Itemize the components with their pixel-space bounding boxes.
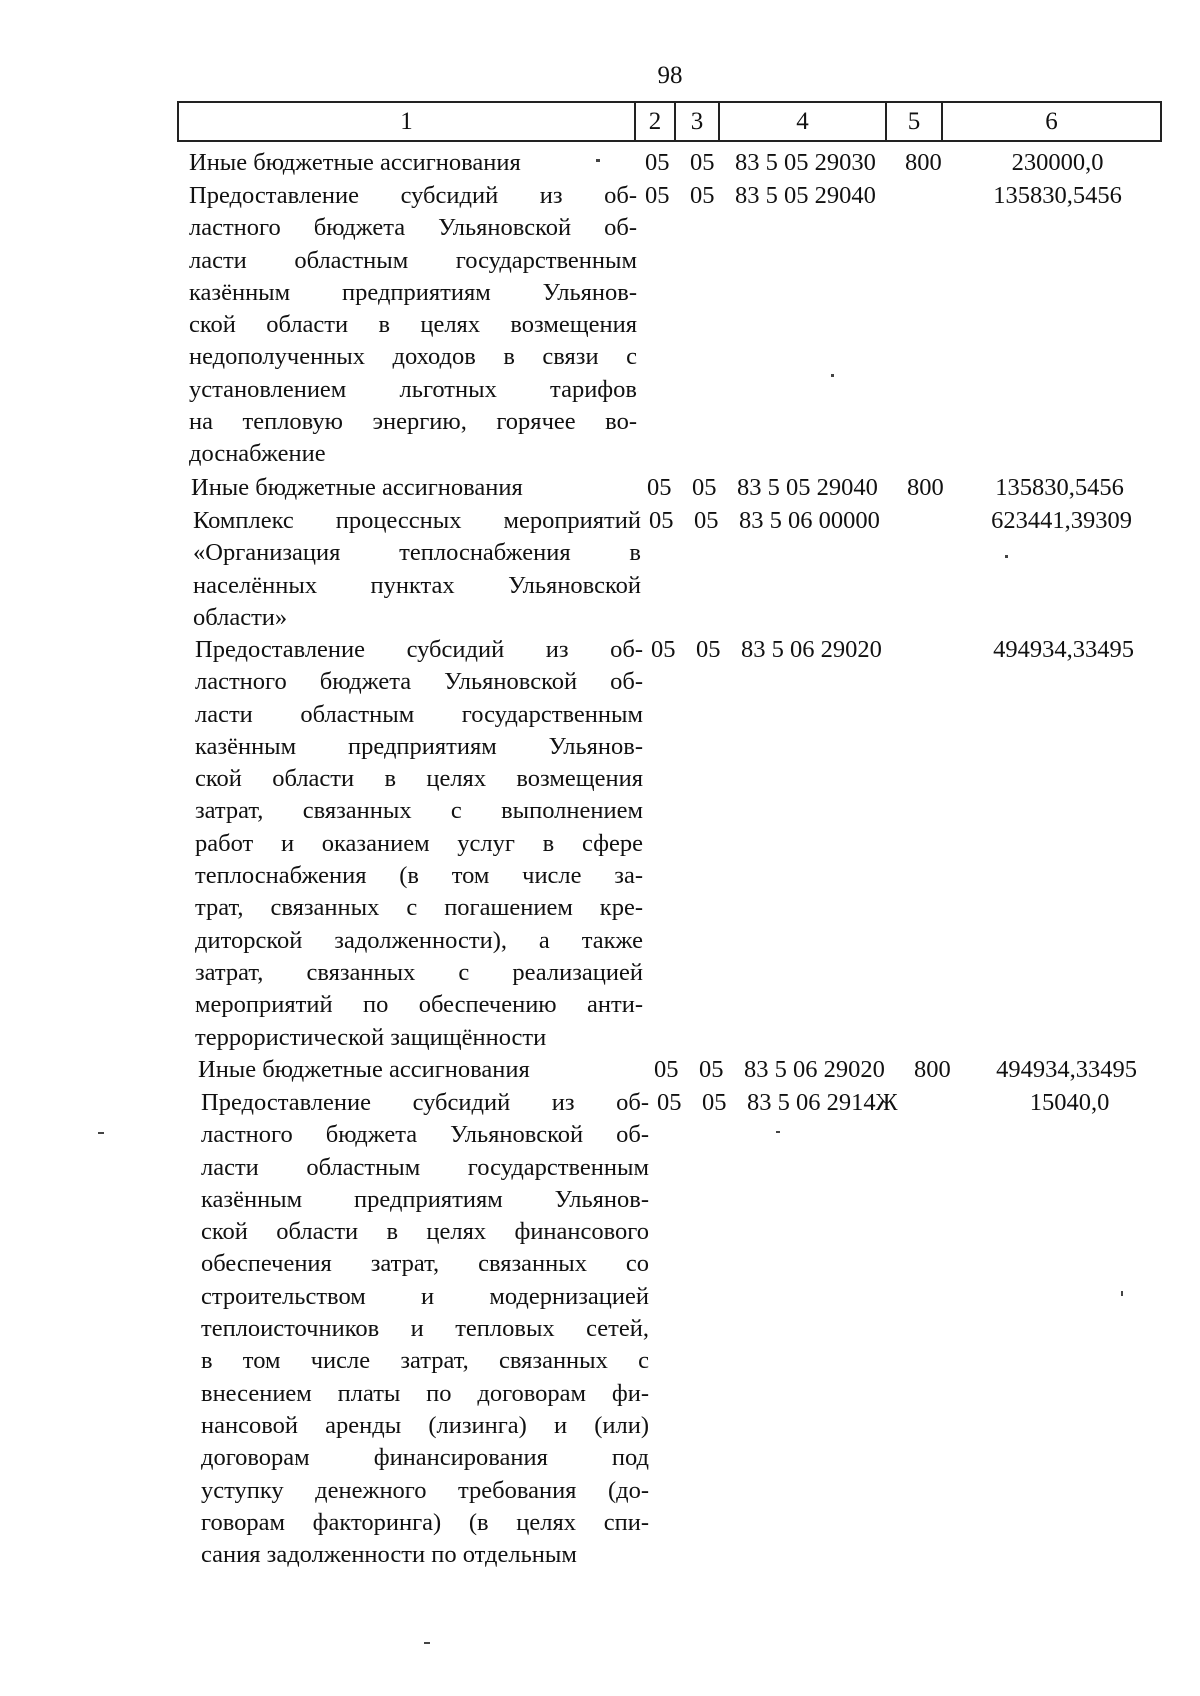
subsection-code: 05 <box>699 1056 724 1083</box>
description-line: населённых пунктах Ульяновской <box>193 571 641 599</box>
page-number: 98 <box>657 62 683 89</box>
description-line: Предоставление субсидий из об- <box>189 182 637 209</box>
subsection-code: 05 <box>694 507 719 534</box>
scan-speck <box>776 1131 780 1133</box>
section-code: 05 <box>654 1056 679 1083</box>
amount: 494934,33495 <box>993 636 1134 663</box>
description-line: Иные бюджетные ассигнования <box>189 149 521 176</box>
description-line: ласти областным государственным <box>201 1153 649 1181</box>
subsection-code: 05 <box>690 182 715 209</box>
section-code: 05 <box>651 636 676 663</box>
target-article-code: 83 5 05 29040 <box>737 474 878 501</box>
row-description <box>189 180 637 471</box>
column-header-4: 4 <box>796 108 809 135</box>
expense-type-code: 800 <box>907 474 944 501</box>
description-line: говорам факторинга) (в целях спи- <box>201 1508 649 1536</box>
scan-speck <box>1005 555 1008 558</box>
description-line: Предоставление субсидий из об- <box>195 636 643 663</box>
description-line: Комплекс процессных мероприятий <box>193 507 641 534</box>
column-header-3: 3 <box>690 108 704 135</box>
target-article-code: 83 5 05 29040 <box>735 182 876 209</box>
scan-speck <box>424 1642 430 1644</box>
section-code: 05 <box>647 474 672 501</box>
section-code: 05 <box>649 507 674 534</box>
amount: 230000,0 <box>1011 149 1104 176</box>
description-line: казённым предприятиям Ульянов- <box>201 1185 649 1213</box>
description-line: ластного бюджета Ульяновской об- <box>195 668 643 696</box>
column-header-6: 6 <box>1045 108 1058 135</box>
description-line: трат, связанных с погашением кре- <box>195 894 643 922</box>
section-code: 05 <box>645 149 670 176</box>
row-description <box>201 1087 649 1571</box>
subsection-code: 05 <box>696 636 721 663</box>
description-line: затрат, связанных с реализацией <box>195 958 643 986</box>
scan-speck <box>1121 1291 1123 1296</box>
section-code: 05 <box>645 182 670 209</box>
description-line: мероприятий по обеспечению анти- <box>195 991 643 1019</box>
description-line: установлением льготных тарифов <box>189 375 637 403</box>
description-line: ской области в целях финансового <box>201 1218 649 1246</box>
column-header-1: 1 <box>400 108 413 135</box>
description-line: в том числе затрат, связанных с <box>201 1347 649 1375</box>
expense-type-code: 800 <box>914 1056 951 1083</box>
target-article-code: 83 5 06 29020 <box>744 1056 885 1083</box>
amount: 135830,5456 <box>995 474 1124 501</box>
scan-speck <box>98 1132 104 1134</box>
description-line: недополученных доходов в связи с <box>189 343 637 371</box>
subsection-code: 05 <box>692 474 717 501</box>
description-line: террористической защищённости <box>195 1023 547 1051</box>
description-line: на тепловую энергию, горячее во- <box>189 408 637 436</box>
description-line: области» <box>193 603 288 631</box>
scan-speck <box>831 374 834 377</box>
description-line: затрат, связанных с выполнением <box>195 797 643 825</box>
description-line: нансовой аренды (лизинга) и (или) <box>201 1411 649 1439</box>
description-line: Иные бюджетные ассигнования <box>191 474 523 501</box>
subsection-code: 05 <box>702 1089 727 1116</box>
target-article-code: 83 5 06 00000 <box>739 507 880 534</box>
section-code: 05 <box>657 1089 682 1116</box>
amount: 135830,5456 <box>993 182 1122 209</box>
description-line: ласти областным государственным <box>189 246 637 274</box>
description-line: диторской задолженности), а также <box>195 926 643 954</box>
row-description <box>195 634 643 1054</box>
description-line: ластного бюджета Ульяновской об- <box>201 1121 649 1149</box>
row-description <box>191 472 639 504</box>
expense-type-code: 800 <box>905 149 942 176</box>
description-line: ской области в целях возмещения <box>195 765 643 793</box>
description-line: теплоснабжения (в том числе за- <box>195 862 643 890</box>
description-line: ской области в целях возмещения <box>189 311 637 339</box>
description-line: Иные бюджетные ассигнования <box>198 1056 530 1083</box>
description-line: «Организация теплоснабжения в <box>193 539 641 567</box>
description-line: доснабжение <box>189 440 326 468</box>
description-line: казённым предприятиям Ульянов- <box>195 732 643 760</box>
description-line: договорам финансирования под <box>201 1444 649 1472</box>
description-line: внесением платы по договорам фи- <box>201 1379 649 1407</box>
amount: 623441,39309 <box>991 507 1132 534</box>
scan-speck <box>596 159 600 162</box>
column-header-2: 2 <box>648 108 662 135</box>
description-line: теплоисточников и тепловых сетей, <box>201 1315 649 1343</box>
amount: 15040,0 <box>1029 1089 1110 1116</box>
table-header-row <box>177 101 1162 142</box>
description-line: казённым предприятиям Ульянов- <box>189 278 637 306</box>
description-line: ластного бюджета Ульяновской об- <box>189 214 637 242</box>
row-description <box>193 505 641 634</box>
row-description <box>189 147 637 179</box>
target-article-code: 83 5 05 29030 <box>735 149 876 176</box>
description-line: ласти областным государственным <box>195 700 643 728</box>
description-line: строительством и модернизацией <box>201 1282 649 1310</box>
description-line: уступку денежного требования (до- <box>201 1476 649 1504</box>
description-line: работ и оказанием услуг в сфере <box>195 829 643 857</box>
description-line: Предоставление субсидий из об- <box>201 1089 649 1116</box>
description-line: обеспечения затрат, связанных со <box>201 1250 649 1278</box>
row-description <box>198 1054 646 1086</box>
column-header-5: 5 <box>907 108 921 135</box>
target-article-code: 83 5 06 2914Ж <box>747 1089 898 1116</box>
description-line: сания задолженности по отдельным <box>201 1541 577 1569</box>
amount: 494934,33495 <box>996 1056 1137 1083</box>
subsection-code: 05 <box>690 149 715 176</box>
target-article-code: 83 5 06 29020 <box>741 636 882 663</box>
